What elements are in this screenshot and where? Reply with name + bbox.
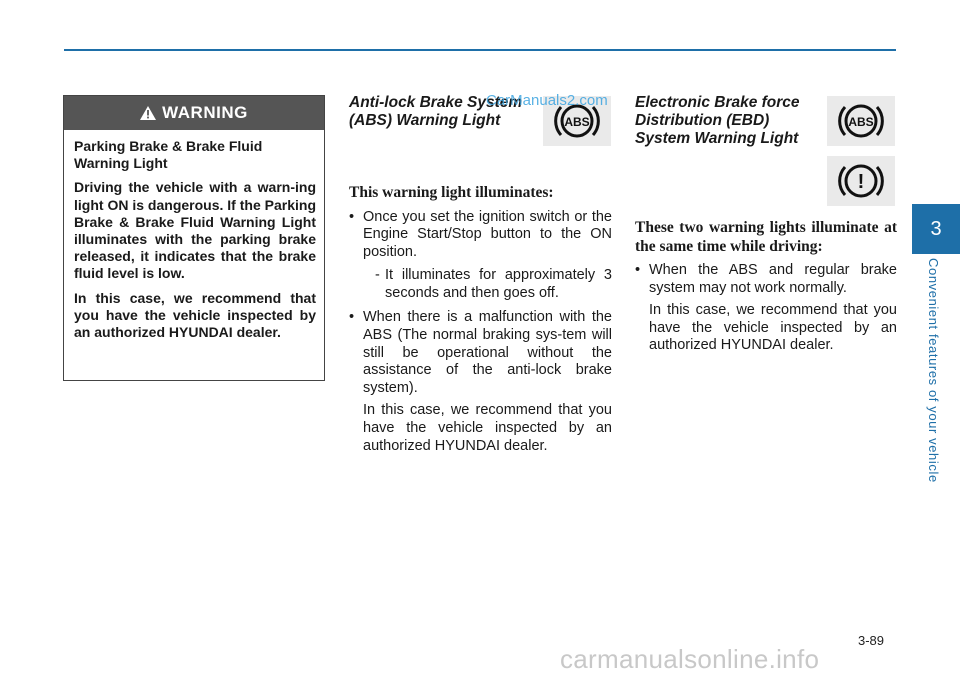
- warning-header-label: WARNING: [162, 103, 248, 122]
- abs-warning-icon: [832, 99, 890, 143]
- chapter-tab: [912, 204, 960, 254]
- list-item: [349, 209, 612, 303]
- brake-icon-text: !: [857, 171, 865, 193]
- brake-icon-box: [827, 156, 895, 206]
- ebd-bullets: [635, 262, 897, 355]
- page-number: 3-89: [858, 633, 885, 648]
- warning-triangle-icon: [140, 106, 156, 120]
- ebd-bullet-1: When the ABS and regular brake system may not work normally.: [649, 262, 897, 296]
- abs-bullet-1-dash: -: [375, 267, 380, 284]
- chapter-title: Convenient features of your vehicle: [926, 258, 941, 483]
- abs-bullet-1-sub-text: It illuminates for approximately 3 seconds and then goes off.: [385, 267, 612, 301]
- top-rule: [64, 49, 896, 51]
- list-item: [349, 309, 612, 455]
- ebd-abs-icon-text: ABS: [848, 115, 874, 129]
- warning-body: [64, 130, 324, 341]
- warning-title: Parking Brake & Brake Fluid Warning Light: [74, 138, 263, 172]
- abs-bullets: [349, 209, 612, 456]
- footer-watermark: carmanualsonline.info: [560, 644, 820, 674]
- abs-bullet-2: When there is a malfunction with the ABS (The normal braking sys-tem will still be operational without the assistance of the anti-lock brake system).: [363, 309, 612, 396]
- warning-box: [63, 95, 325, 381]
- abs-icon-text: ABS: [564, 115, 590, 129]
- abs-lead: This warning light illuminates:: [349, 184, 554, 201]
- abs-title: Anti-lock Brake System (ABS) Warning Light: [349, 94, 523, 129]
- abs-bullet-2-sub: In this case, we recommend that you have the vehicle inspected by an authorized HYUNDAI dealer.: [363, 402, 612, 454]
- abs-bullet-1-sub: [363, 267, 612, 302]
- chapter-number: 3: [930, 217, 942, 240]
- warning-header: [64, 96, 324, 130]
- ebd-lead: These two warning lights illuminate at the same time while driving:: [635, 219, 897, 255]
- brake-warning-icon: [832, 159, 890, 203]
- watermark: CarManuals2.com: [486, 92, 608, 109]
- abs-section: [349, 94, 612, 462]
- warning-paragraph-1: Driving the vehicle with a warn-ing light ON is dangerous. If the Parking Brake & Brake Fluid Warning Light illuminates with the parking brake released, it indicates that the brake fluid level is low.: [74, 179, 316, 282]
- ebd-bullet-1-sub: In this case, we recommend that you have the vehicle inspected by an authorized HYUNDAI dealer.: [649, 302, 897, 354]
- ebd-title: Electronic Brake force Distribution (EBD) System Warning Light: [635, 94, 800, 147]
- abs-bullet-1: Once you set the ignition switch or the Engine Start/Stop button to the ON position.: [363, 208, 612, 260]
- warning-paragraph-2: In this case, we recommend that you have the vehicle inspected by an authorized HYUNDAI dealer.: [74, 289, 316, 341]
- ebd-abs-icon-box: [827, 96, 895, 146]
- list-item: [635, 262, 897, 355]
